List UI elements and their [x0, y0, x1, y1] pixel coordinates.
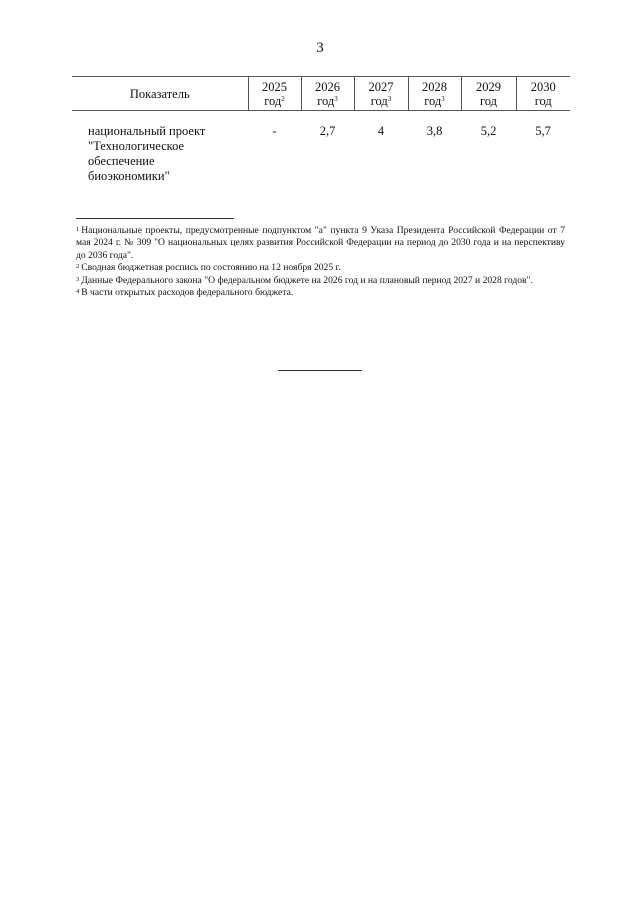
table-header-row	[72, 77, 570, 111]
year-label: 2028	[422, 80, 447, 94]
indicator-name-line: обеспечение	[88, 154, 155, 168]
footnote-text: Национальные проекты, предусмотренные подпунктом "а" пункта 9 Указа Президента Российской Федерации от 7 мая 2024 г. № 309 "О национальных целях развития Российской Федерации на период до 2030 года и на перспективу до 2036 года".	[76, 225, 565, 261]
footnote-ref: 2	[281, 95, 285, 103]
footnotes	[76, 225, 565, 299]
value-cell: -	[272, 124, 277, 138]
footnote-ref: 3	[441, 95, 445, 103]
year-label: 2027	[368, 80, 394, 94]
footnote-mark: 4	[76, 288, 80, 296]
footnote-text: Сводная бюджетная роспись по состоянию на 12 ноября 2025 г.	[81, 262, 341, 274]
year-label: 2026	[315, 80, 340, 94]
column-header-year	[354, 77, 408, 111]
indicator-name-line: "Технологическое	[88, 139, 185, 153]
indicator-name-cell	[72, 111, 248, 186]
footnote-text: В части открытых расходов федерального бюджета.	[81, 287, 294, 299]
year-unit: год	[534, 94, 552, 108]
year-unit: год	[424, 94, 442, 108]
value-cell: 3,8	[426, 124, 443, 138]
footnote-mark: 1	[76, 226, 80, 233]
year-label: 2025	[262, 80, 287, 94]
column-header-year	[461, 77, 516, 111]
column-header-year	[248, 77, 301, 111]
page-number: 3	[316, 40, 324, 56]
indicator-table	[72, 76, 570, 185]
column-header-year	[301, 77, 354, 111]
table-row	[72, 111, 570, 186]
year-label: 2029	[476, 80, 501, 94]
footnote-ref: 3	[387, 95, 392, 103]
document-end-line	[278, 370, 362, 371]
footnote	[76, 262, 565, 274]
footnote	[76, 275, 565, 287]
footnote-ref: 3	[334, 95, 338, 103]
column-header-year	[408, 77, 461, 111]
column-header-year	[516, 77, 570, 111]
value-cell: 2,7	[319, 124, 336, 138]
value-cell: 5,2	[480, 124, 497, 138]
year-label: 2030	[530, 80, 556, 94]
indicator-name-line: биоэкономики"	[88, 169, 170, 183]
column-header-indicator: Показатель	[72, 77, 248, 111]
value-cell: 4	[377, 124, 385, 138]
year-unit: год	[479, 94, 498, 108]
footnote-separator	[76, 218, 234, 219]
footnote-text: Данные Федерального закона "О федеральном бюджете на 2026 год и на плановый период 2027 и 2028 годов".	[81, 274, 533, 286]
footnote	[76, 287, 565, 299]
footnote	[76, 225, 565, 262]
year-unit: год	[264, 94, 282, 108]
footnote-mark: 3	[76, 275, 80, 283]
indicator-name-line: национальный проект	[88, 124, 206, 138]
year-unit: год	[370, 94, 388, 108]
value-cell: 5,7	[535, 124, 551, 138]
footnote-mark: 2	[76, 263, 80, 271]
year-unit: год	[317, 94, 335, 108]
